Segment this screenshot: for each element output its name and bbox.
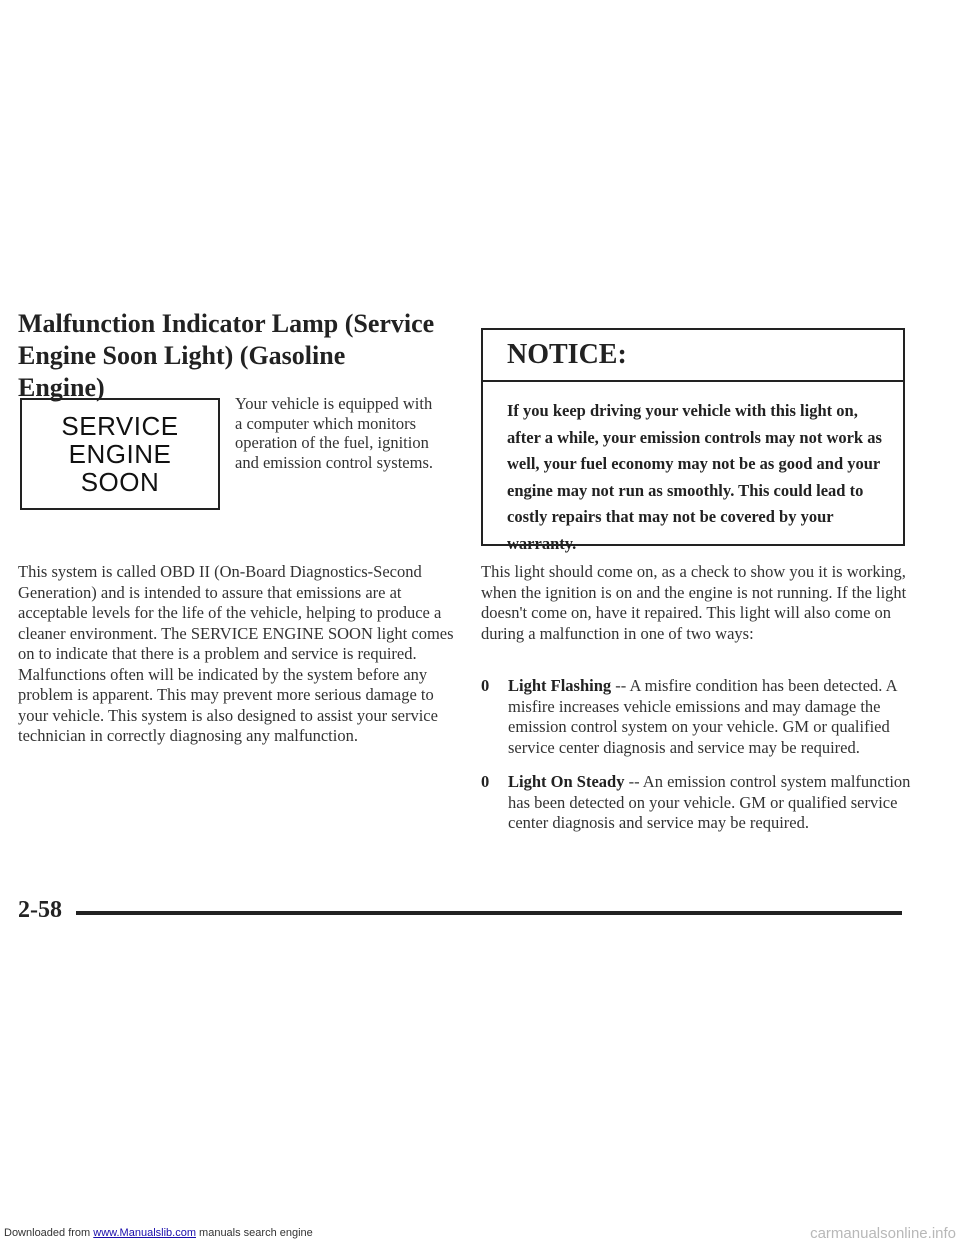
lamp-line-service: SERVICE (61, 411, 179, 441)
heading-line-2: Engine Soon Light) (Gasoline Engine) (18, 341, 346, 402)
notice-box (481, 328, 905, 553)
page-number: 2-58 (18, 897, 62, 923)
light-check-paragraph: This light should come on, as a check to show you it is working, when the ignition is on and the engine is not running. If the light doesn't come on, have it repaired. This light will also come on during a malfunction in one of two ways: (481, 562, 907, 643)
site-watermark: carmanualsonline.info (810, 1225, 956, 1242)
notice-title: NOTICE: (483, 330, 903, 382)
bullet-marker: 0 (481, 772, 490, 791)
list-item (481, 676, 911, 758)
heading-line-1: Malfunction Indicator Lamp (Service (18, 309, 435, 338)
bullet-marker: 0 (481, 676, 490, 695)
service-engine-soon-lamp (20, 398, 220, 510)
bullet-title: Light On Steady (508, 772, 625, 791)
download-footer (4, 1226, 313, 1240)
page-rule-divider (76, 911, 902, 915)
lamp-line-engine: ENGINE (68, 439, 172, 469)
list-item (481, 772, 911, 834)
manualslib-link[interactable]: www.Manualslib.com (93, 1227, 196, 1239)
lamp-line-soon: SOON (80, 467, 160, 497)
bullet-title: Light Flashing (508, 676, 612, 695)
section-heading (18, 308, 438, 404)
intro-paragraph: Your vehicle is equipped with a computer which monitors operation of the fuel, ignition and emission control systems. (235, 394, 433, 472)
obd-description-paragraph: This system is called OBD II (On-Board Diagnostics-Second Generation) and is intended to assure that emissions are at acceptable levels for the life of the vehicle, helping to produce a cleaner environment. The SERVICE ENGINE SOON light comes on to indicate that there is a problem and service is required. Malfunctions often will be indicated by the system before any problem is apparent. This may prevent more serious damage to your vehicle. This system is also designed to assist your service technician in correctly diagnosing any malfunction. (18, 562, 454, 745)
bullet-text: -- A misfire condition has been detected. A misfire increases vehicle emissions and may damage the emission control system on your vehicle. GM or qualified service center diagnosis and service may be required. (508, 676, 897, 757)
footer-suffix: manuals search engine (195, 1227, 313, 1239)
footer-prefix: Downloaded from (4, 1227, 94, 1239)
malfunction-modes-list (481, 676, 911, 848)
notice-text: If you keep driving your vehicle with this light on, after a while, your emission controls may not work as well, your fuel economy may not be as good and your engine may not run as smoothly. This could lead to costly repairs that may not be covered by your warranty. (507, 401, 882, 553)
bullet-text: -- An emission control system malfunction has been detected on your vehicle. GM or qualified service center diagnosis and service may be required. (508, 772, 911, 832)
